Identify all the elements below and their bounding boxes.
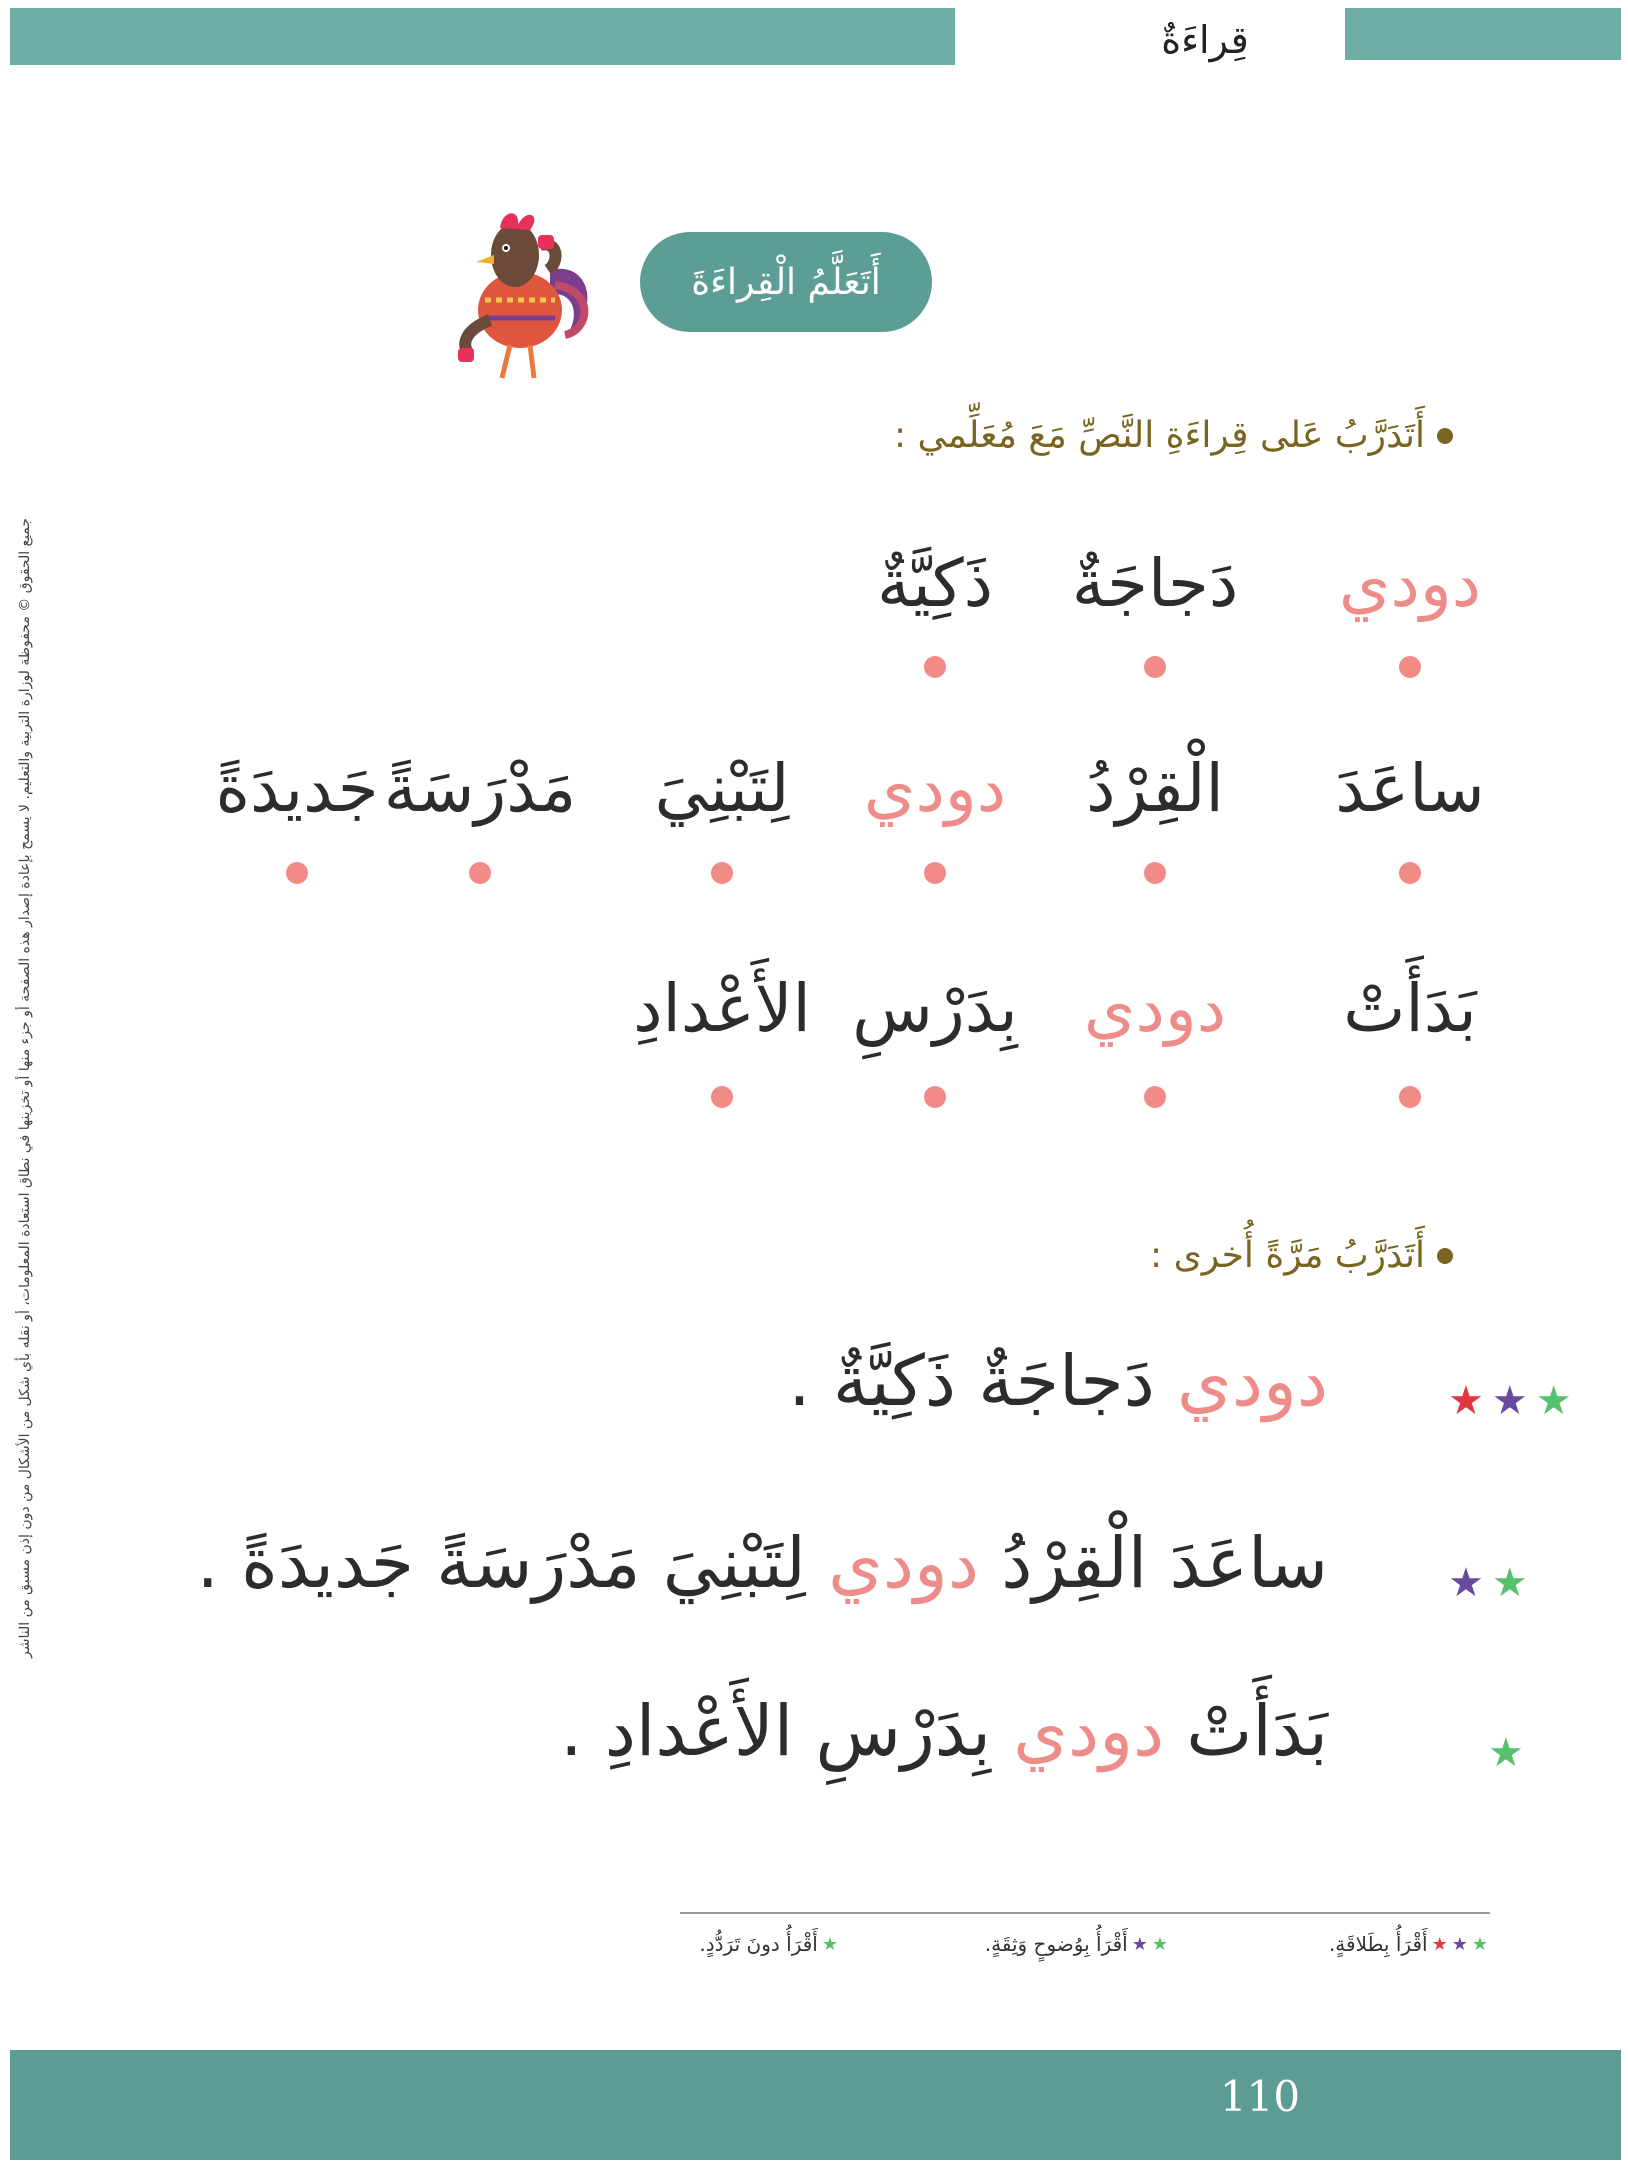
- legend-label: أَقْرَأُ بِطَلاقَةٍ.: [1328, 1932, 1428, 1956]
- reading-word: بَدَأَتْ: [1343, 970, 1477, 1047]
- star-icon: ★: [1488, 1730, 1524, 1776]
- sentence-text: بِدَرْسِ الأَعْدادِ .: [560, 1690, 1014, 1772]
- copyright-notice: جميع الحقوق © محفوظة لوزارة التربية والتعليم. لا يسمح بإعادة إصدار هذه الصفحة أو جزء منها أو تخزينها في نطاق استعادة المعلومات، أو نقله بأي شكل من الأشكال من دون إذن مسبق من الناشر: [17, 518, 33, 1658]
- rooster-mascot-icon: [430, 200, 610, 380]
- word-dot-marker: [1144, 862, 1166, 884]
- star-icon: ★: [1151, 1933, 1168, 1955]
- instruction-text: أَتَدَرَّبُ عَلى قِراءَةِ النَّصِّ مَعَ مُعَلِّمي :: [893, 415, 1425, 456]
- word-dot-marker: [1399, 656, 1421, 678]
- word-dot-marker: [1144, 656, 1166, 678]
- star-icon: ★: [1451, 1933, 1468, 1955]
- reading-word: ساعَدَ: [1335, 750, 1485, 827]
- word-dot-marker: [711, 1086, 733, 1108]
- section-title: قِراءَةٌ: [1161, 18, 1249, 62]
- star-icon: ★: [1431, 1933, 1448, 1955]
- word-dot-marker: [286, 862, 308, 884]
- bullet-dot: [1437, 1248, 1453, 1264]
- lesson-title-pill: أَتَعَلَّمُ الْقِراءَةَ: [640, 232, 932, 332]
- top-banner-right: [1345, 8, 1621, 60]
- bullet-dot: [1437, 428, 1453, 444]
- word-dot-marker: [469, 862, 491, 884]
- reading-word: الأَعْدادِ: [633, 970, 811, 1047]
- reading-word: ذَكِيَّةٌ: [876, 545, 994, 622]
- reading-word: مَدْرَسَةً: [383, 750, 577, 827]
- legend-divider: [680, 1912, 1490, 1914]
- sentence-text: ساعَدَ الْقِرْدُ: [979, 1522, 1328, 1604]
- sentence-2: [197, 1522, 1328, 1604]
- legend-one-star: [699, 1932, 838, 1956]
- sentence-3-stars: [1488, 1730, 1524, 1776]
- word-dot-marker: [924, 862, 946, 884]
- sentence-word-highlight: دودي: [828, 1522, 980, 1604]
- legend-label: أَقْرَأُ دونَ تَرَدُّدٍ.: [699, 1932, 818, 1956]
- star-icon: ★: [821, 1933, 838, 1955]
- reading-word: دودي: [863, 750, 1007, 827]
- sentence-text: لِتَبْنِيَ مَدْرَسَةً جَديدَةً .: [196, 1522, 829, 1604]
- star-icon: ★: [1535, 1378, 1572, 1424]
- sentence-text: دَجاجَةٌ ذَكِيَّةٌ .: [788, 1340, 1155, 1422]
- star-icon: ★: [1491, 1378, 1528, 1424]
- word-dot-marker: [924, 656, 946, 678]
- star-icon: ★: [1131, 1933, 1148, 1955]
- instruction-read-with-teacher: [894, 415, 1453, 456]
- star-icon: ★: [1491, 1560, 1528, 1606]
- sentence-word-highlight: دودي: [1154, 1340, 1328, 1422]
- reading-word: دودي: [1083, 970, 1227, 1047]
- word-dot-marker: [1144, 1086, 1166, 1108]
- star-icon: ★: [1471, 1933, 1488, 1955]
- instruction-practice-again: [1150, 1235, 1453, 1276]
- star-icon: ★: [1448, 1560, 1484, 1606]
- reading-word: جَديدَةً: [215, 750, 379, 827]
- sentence-1: [788, 1340, 1328, 1422]
- reading-word: الْقِرْدُ: [1086, 750, 1224, 827]
- bottom-banner: [10, 2050, 1621, 2160]
- star-icon: ★: [1448, 1378, 1484, 1424]
- reading-word: بِدَرْسِ: [852, 970, 1018, 1047]
- sentence-2-stars: [1448, 1560, 1528, 1606]
- instruction-text: أَتَدَرَّبُ مَرَّةً أُخرى :: [1150, 1235, 1425, 1276]
- sentence-text: بَدَأَتْ: [1164, 1690, 1328, 1772]
- word-dot-marker: [711, 862, 733, 884]
- reading-word: دَجاجَةٌ: [1071, 545, 1239, 622]
- legend-label: أَقْرَأُ بِوُضوحٍ وَثِقَةٍ.: [984, 1932, 1128, 1956]
- word-dot-marker: [924, 1086, 946, 1108]
- top-banner-left: [10, 8, 955, 65]
- sentence-3: [560, 1690, 1328, 1772]
- sentence-word-highlight: دودي: [1013, 1690, 1165, 1772]
- word-dot-marker: [1399, 1086, 1421, 1108]
- legend-two-stars: [985, 1932, 1168, 1956]
- reading-word: دودي: [1338, 545, 1482, 622]
- sentence-1-stars: [1448, 1378, 1572, 1424]
- word-dot-marker: [1399, 862, 1421, 884]
- reading-word: لِتَبْنِيَ: [654, 750, 790, 827]
- legend-three-stars: [1329, 1932, 1488, 1956]
- page-number: 110: [1219, 2072, 1301, 2121]
